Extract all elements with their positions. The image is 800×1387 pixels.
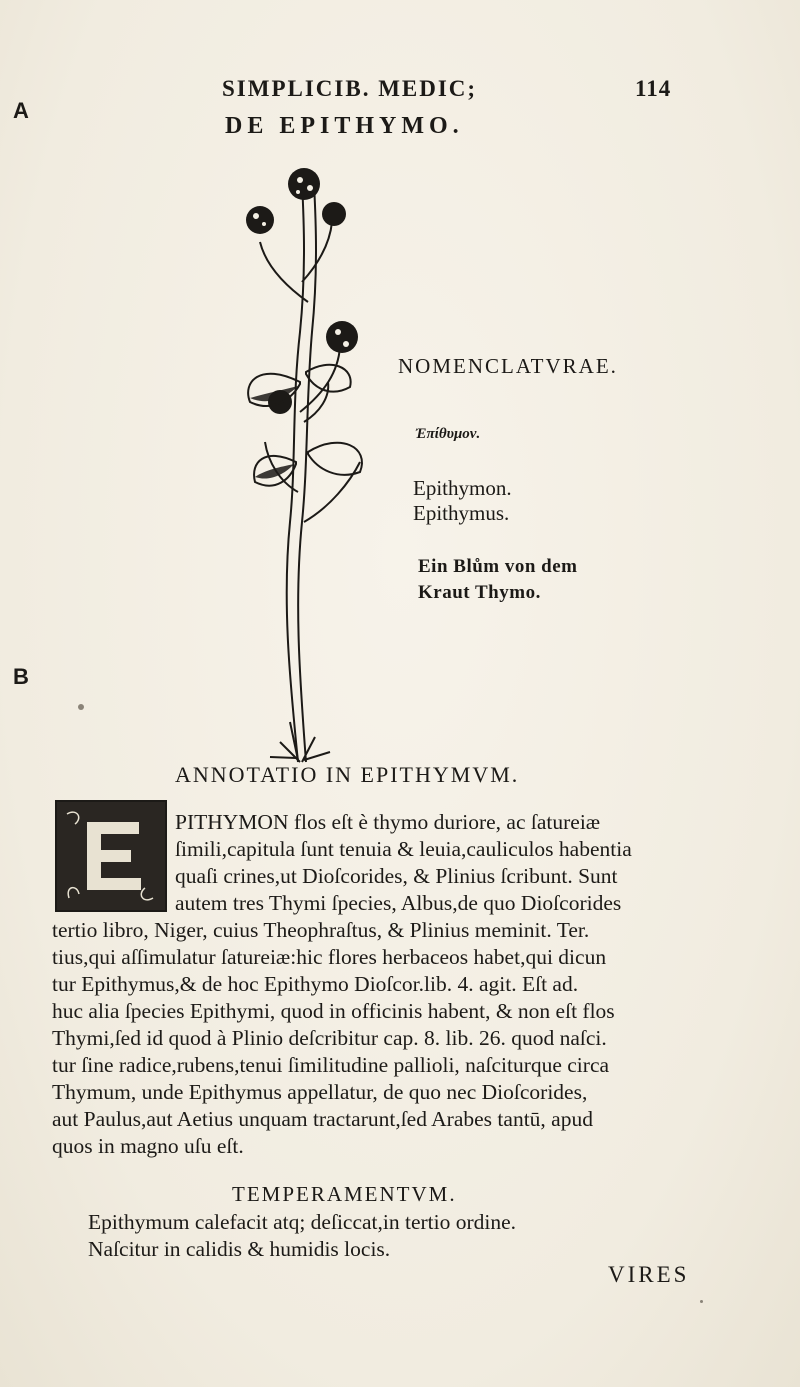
temperamentum-line: Epithymum calefacit atq; deſiccat,in tertio ordine. [88, 1210, 517, 1234]
annotation-line: quos in magno uſu eſt. [52, 1134, 244, 1158]
annotation-line: PITHYMON flos eſt è thymo duriore, ac ſatureiæ [175, 810, 601, 834]
annotation-title: ANNOTATIO IN EPITHYMVM. [175, 762, 520, 787]
annotation-line: tur ſine radice,rubens,tenui ſimilitudine pallioli, naſciturque circa [52, 1053, 610, 1077]
annotation-line: huc alia ſpecies Epithymi, quod in officinis habent, & non eſt flos [52, 999, 615, 1023]
temperamentum-title: TEMPERAMENTVM. [232, 1182, 457, 1206]
catchword: VIRES [608, 1262, 690, 1287]
epithymum-woodcut-illustration [220, 162, 390, 770]
greek-name: Ἐπίθυμον. [415, 426, 481, 442]
annotation-line: Thymum, unde Epithymus appellatur, de quo nec Dioſcorides, [52, 1080, 588, 1104]
decorated-initial-e [55, 800, 167, 912]
german-name-line-2: Kraut Thymo. [418, 582, 541, 603]
temperamentum-line: Naſcitur in calidis & humidis locis. [88, 1237, 391, 1261]
annotation-line: Thymi,ſed id quod à Plinio deſcribitur cap. 8. lib. 26. quod naſci. [52, 1026, 607, 1050]
annotation-line: ſimili,capitula ſunt tenuia & leuia,cauliculos habentia [175, 837, 632, 861]
annotation-line: aut Paulus,aut Aetius unquam tractarunt,ſed Arabes tantū, apud [52, 1107, 593, 1131]
annotation-line: tur Epithymus,& de hoc Epithymo Dioſcor.lib. 4. agit. Eſt ad. [52, 972, 579, 996]
annotation-line: quaſi crines,ut Dioſcorides, & Plinius ſcribunt. Sunt [175, 864, 618, 888]
paper-speck [78, 704, 84, 710]
annotation-line: tius,qui aſſimulatur ſatureiæ:hic flores herbaceos habet,qui dicun [52, 945, 607, 969]
german-name-line-1: Ein Blům von dem [418, 556, 578, 577]
running-head: SIMPLICIB. MEDIC; [222, 76, 478, 101]
latin-name-2: Epithymus. [413, 501, 510, 525]
annotation-line: tertio libro, Niger, cuius Theophraſtus, & Plinius meminit. Ter. [52, 918, 590, 942]
latin-name-1: Epithymon. [413, 476, 512, 500]
margin-marker-b: B [13, 664, 29, 689]
margin-marker-a: A [13, 98, 29, 123]
chapter-title: DE EPITHYMO. [225, 113, 464, 139]
paper-speck [700, 1300, 703, 1303]
page-number: 114 [635, 76, 672, 101]
initial-ornament-icon [57, 802, 165, 910]
nomenclature-heading: NOMENCLATVRAE. [398, 354, 618, 378]
annotation-line: autem tres Thymi ſpecies, Albus,de quo Dioſcorides [175, 891, 622, 915]
